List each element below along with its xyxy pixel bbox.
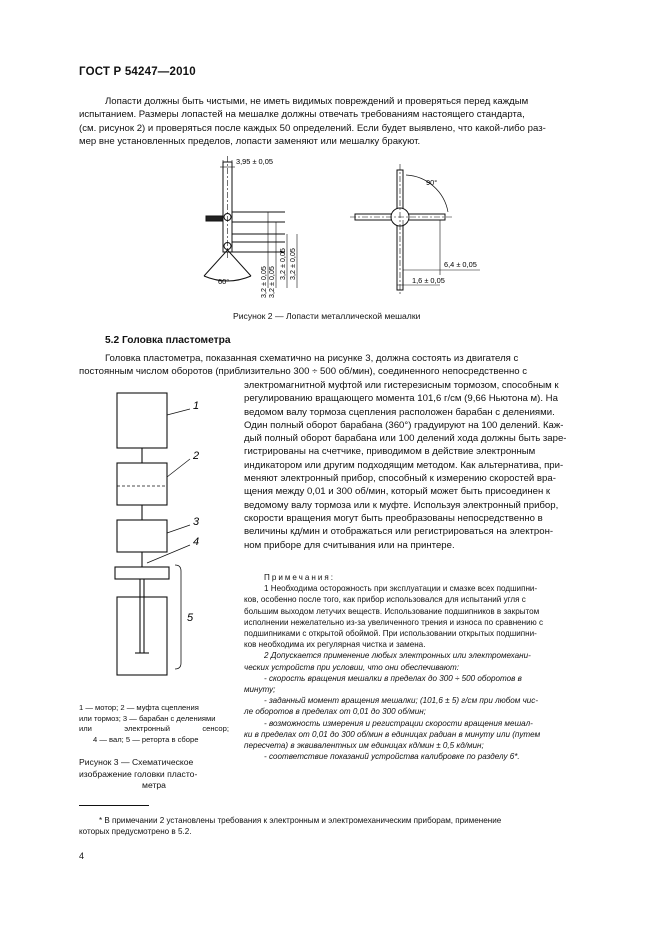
intro-line: (см. рисунок 2) и проверяться после каждых 50 определений. Если будет выявлено, что какой-либо раз-	[79, 122, 546, 134]
label-1: 1	[193, 400, 200, 412]
notes-heading: Примечания:	[264, 573, 335, 582]
intro-line: Лопасти должны быть чистыми, не иметь видимых повреждений и проверяться перед каждым	[105, 96, 529, 107]
section-title: 5.2 Головка пластометра	[105, 335, 231, 346]
footnote-rule	[79, 805, 149, 806]
body-col-line: ведомом валу тормоза сцепления расположен барабан с делениями.	[244, 406, 555, 418]
legend-line: или тормоз; 3 — барабан с делениями	[79, 713, 216, 723]
body-col-line: дый полный оборот барабана или 100 делений хода должны быть заре-	[244, 433, 567, 445]
note-line: 1 Необходима осторожность при эксплуатации и смазке всех подшипни-	[264, 584, 538, 594]
note-line: исполнении нежелательно из-за увеличенного трения и износа по сравнению с	[244, 617, 544, 627]
dim-vertical-3: 3,2 ± 0,05	[278, 248, 287, 280]
footnote-line: * В примечании 2 установлены требования к электронным и электромеханическим приборам, применение	[99, 816, 502, 825]
document-header: ГОСТ Р 54247—2010	[79, 66, 196, 78]
body-col-line: скорости вращения могут быть преобразованы непосредственно в	[244, 512, 543, 524]
caption-line: изображение головки пласто-	[79, 768, 198, 779]
body-line: постоянным числом оборотов (приблизительно 300 ÷ 500 об/мин), соединенного непосредственно с	[79, 366, 528, 378]
notes-block	[244, 572, 582, 762]
figure-3-caption	[79, 757, 229, 792]
note-line: - возможность измерения и регистрации скорости вращения мешал-	[264, 718, 533, 728]
dim-top-width: 3,95 ± 0,05	[236, 157, 273, 166]
legend-line: 1 — мотор; 2 — муфта сцепления	[79, 703, 199, 712]
body-col-line: ном приборе для считывания или на принтере.	[244, 539, 455, 551]
motor-block	[117, 393, 167, 448]
dim-vertical-4: 3,2 ± 0,05	[288, 248, 297, 280]
footnote-line: которых предусмотрено в 5.2.	[79, 827, 192, 837]
body-col-line: гистрированы на счетчике, приводимом в действие электронным	[244, 446, 536, 458]
body-col-line: электромагнитной муфтой или гистерезисным тормозом, способным к	[244, 380, 559, 391]
note-line: - скорость вращения мешалки в пределах до 300 ÷ 500 оборотов в	[264, 673, 522, 683]
intro-paragraph	[79, 95, 582, 148]
body-col-line: щения между 0,01 и 300 об/мин, который может быть присоединен к	[244, 486, 551, 498]
intro-line: мер вне установленных пределов, лопасти заменяют или мешалку бракуют.	[79, 135, 421, 147]
dim-horizontal-1: 6,4 ± 0,05	[444, 260, 477, 269]
note-line: 2 Допускается применение любых электронных или электромехани-	[264, 651, 531, 661]
intro-line: испытанием. Размеры лопастей на мешалке должны отвечать требованиям настоящего стандарта,	[79, 109, 525, 121]
dim-horizontal-2: 1,6 ± 0,05	[412, 276, 445, 285]
body-col-line: меняют электронный прибор, способный к измерению скоростей вра-	[244, 473, 556, 485]
page-number: 4	[79, 851, 85, 861]
angle-left: 60°	[218, 277, 230, 286]
drum-block	[117, 520, 167, 552]
label-4: 4	[193, 536, 200, 548]
label-5: 5	[187, 612, 194, 624]
figure-3-drawing	[95, 385, 220, 705]
label-3: 3	[193, 516, 200, 528]
note-line: ческих устройств при условии, что они обеспечивают:	[244, 662, 459, 672]
angle-right: 90°	[426, 178, 438, 187]
clutch-block	[117, 463, 167, 505]
label-2: 2	[193, 450, 200, 462]
figure-2-drawing	[190, 150, 480, 300]
caption-line: метра	[142, 780, 166, 790]
note-line: - заданный момент вращения мешалки; (101,6 ± 5) г/см при любом чис-	[264, 696, 539, 706]
note-line: - соответствие показаний устройства калибровке по разделу 6*.	[264, 752, 520, 762]
body-line: Головка пластометра, показанная схематично на рисунке 3, должна состоять из двигателя с	[105, 353, 519, 364]
note-line: ки в пределах от 0,01 до 300 об/мин в единицах радиан в минуту или (путем	[244, 729, 541, 739]
note-line: большим выходом летучих веществ. Использование подшипников в закрытом	[244, 606, 540, 616]
caption-line: Рисунок 3 — Схематическое	[79, 757, 194, 767]
figure-3-legend	[79, 703, 229, 745]
body-col-line: Один полный оборот барабана (360°) градуируют на 100 делений. Каж-	[244, 419, 564, 431]
body-col-line: величины кд/мин и отображаться или регистрироваться на электрон-	[244, 526, 554, 538]
footnote	[79, 815, 582, 837]
figure-2-caption: Рисунок 2 — Лопасти металлической мешалки	[233, 311, 421, 321]
note-line: пересчета) в эквивалентных им единицах кд/мин ± 0,5 кд/мин;	[244, 741, 484, 751]
legend-line: 4 — вал; 5 — реторта в сборе	[93, 734, 199, 744]
body-col-line: индикатором или другим подходящим методом. Как альтернатива, при-	[244, 459, 564, 471]
retort-block	[117, 597, 167, 675]
note-line: минуту;	[244, 685, 276, 695]
legend-line: или электронный сенсор;	[79, 724, 229, 733]
note-line: подшипниками с открытой обоймой. При использовании открытых подшипни-	[244, 629, 537, 639]
body-column	[244, 379, 582, 552]
note-line: ков необходима их регулярная чистка и замена.	[244, 640, 426, 650]
dim-vertical-2: 3,2 ± 0,05	[267, 266, 276, 298]
body-col-line: ведомому валу тормоза или к муфте. Используя электронный прибор,	[244, 499, 559, 511]
coupling-block	[115, 567, 169, 579]
body-col-line: регулированию вращающего момента 101,6 г/см (9,66 Ньютона м). На	[244, 393, 558, 405]
body-full-lines	[79, 352, 582, 379]
note-line: ле оборотов в пределах от 0,01 до 300 об/мин;	[244, 707, 426, 717]
dim-vertical-1: 3,2 ± 0,05	[259, 266, 268, 298]
note-line: ков, особенно после того, как прибор использовался для испытаний угля с	[244, 595, 526, 605]
